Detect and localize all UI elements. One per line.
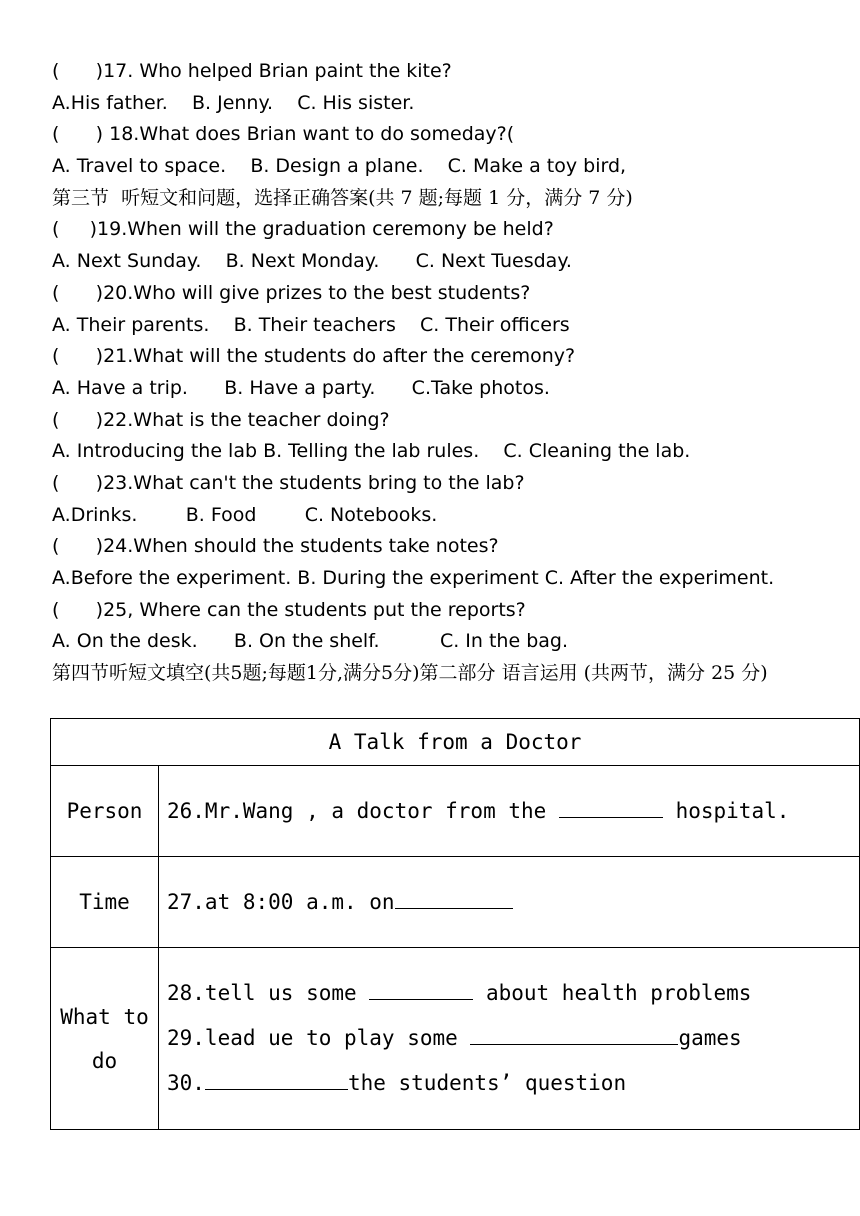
options-24: A.Before the experiment. B. During the experiment C. After the experiment. bbox=[52, 567, 775, 589]
question-17: ( )17. Who helped Brian paint the kite? bbox=[52, 60, 452, 82]
item-30-text-b: the students’ question bbox=[347, 1071, 627, 1095]
options-19: A. Next Sunday. B. Next Monday. C. Next Tuesday. bbox=[52, 250, 572, 273]
options-21: A. Have a trip. B. Have a party. C.Take photos. bbox=[52, 376, 550, 399]
question-22: ( )22.What is the teacher doing? bbox=[52, 408, 390, 431]
table-title: A Talk from a Doctor bbox=[51, 719, 860, 766]
question-18: ( ) 18.What does Brian want to do someday?( bbox=[52, 123, 515, 146]
person-label: Person bbox=[51, 766, 159, 857]
item-27-text: 27.at 8:00 a.m. on bbox=[167, 889, 395, 914]
question-19: ( )19.When will the graduation ceremony be held? bbox=[52, 218, 554, 241]
blank-30[interactable] bbox=[205, 1068, 348, 1090]
blank-26[interactable] bbox=[559, 796, 663, 818]
time-cell bbox=[159, 857, 860, 948]
doctor-talk-table bbox=[50, 718, 860, 1130]
person-cell bbox=[159, 766, 860, 857]
item-30-text-a: 30. bbox=[167, 1071, 205, 1095]
what-to-do-cell bbox=[159, 948, 860, 1130]
options-18: A. Travel to space. B. Design a plane. C. Make a toy bird, bbox=[52, 155, 627, 178]
options-20: A. Their parents. B. Their teachers C. Their officers bbox=[52, 313, 570, 336]
question-20: ( )20.Who will give prizes to the best students? bbox=[52, 281, 531, 304]
item-26-text-a: 26.Mr.Wang , a doctor from the bbox=[167, 798, 559, 823]
question-24: ( )24.When should the students take notes? bbox=[52, 535, 499, 558]
time-label: Time bbox=[51, 857, 159, 948]
options-17: A.His father. B. Jenny. C. His sister. bbox=[52, 91, 415, 114]
section-4-heading: 第四节听短文填空(共5题;每题1分,满分5分)第二部分 语言运用 (共两节，满分 25 分) bbox=[52, 662, 768, 685]
item-29-text-b: games bbox=[678, 1026, 742, 1050]
blank-28[interactable] bbox=[369, 978, 473, 1000]
section-3-heading: 第三节 听短文和问题，选择正确答案(共 7 题;每题 1 分，满分 7 分) bbox=[52, 186, 633, 209]
item-28-text-b: about health problems bbox=[473, 981, 752, 1005]
options-22: A. Introducing the lab B. Telling the lab rules. C. Cleaning the lab. bbox=[52, 440, 691, 463]
options-23: A.Drinks. B. Food C. Notebooks. bbox=[52, 503, 438, 526]
question-23: ( )23.What can't the students bring to the lab? bbox=[52, 471, 525, 494]
blank-27[interactable] bbox=[395, 887, 513, 909]
blank-29[interactable] bbox=[470, 1023, 678, 1045]
item-28-text-a: 28.tell us some bbox=[167, 981, 370, 1005]
options-25: A. On the desk. B. On the shelf. C. In the bag. bbox=[52, 630, 569, 653]
question-25: ( )25, Where can the students put the reports? bbox=[52, 598, 526, 621]
exam-page bbox=[52, 56, 860, 690]
item-26-text-b: hospital. bbox=[662, 798, 790, 823]
what-to-do-label: What to do bbox=[51, 948, 159, 1130]
question-21: ( )21.What will the students do after the ceremony? bbox=[52, 345, 576, 368]
item-29-text-a: 29.lead ue to play some bbox=[167, 1026, 471, 1050]
